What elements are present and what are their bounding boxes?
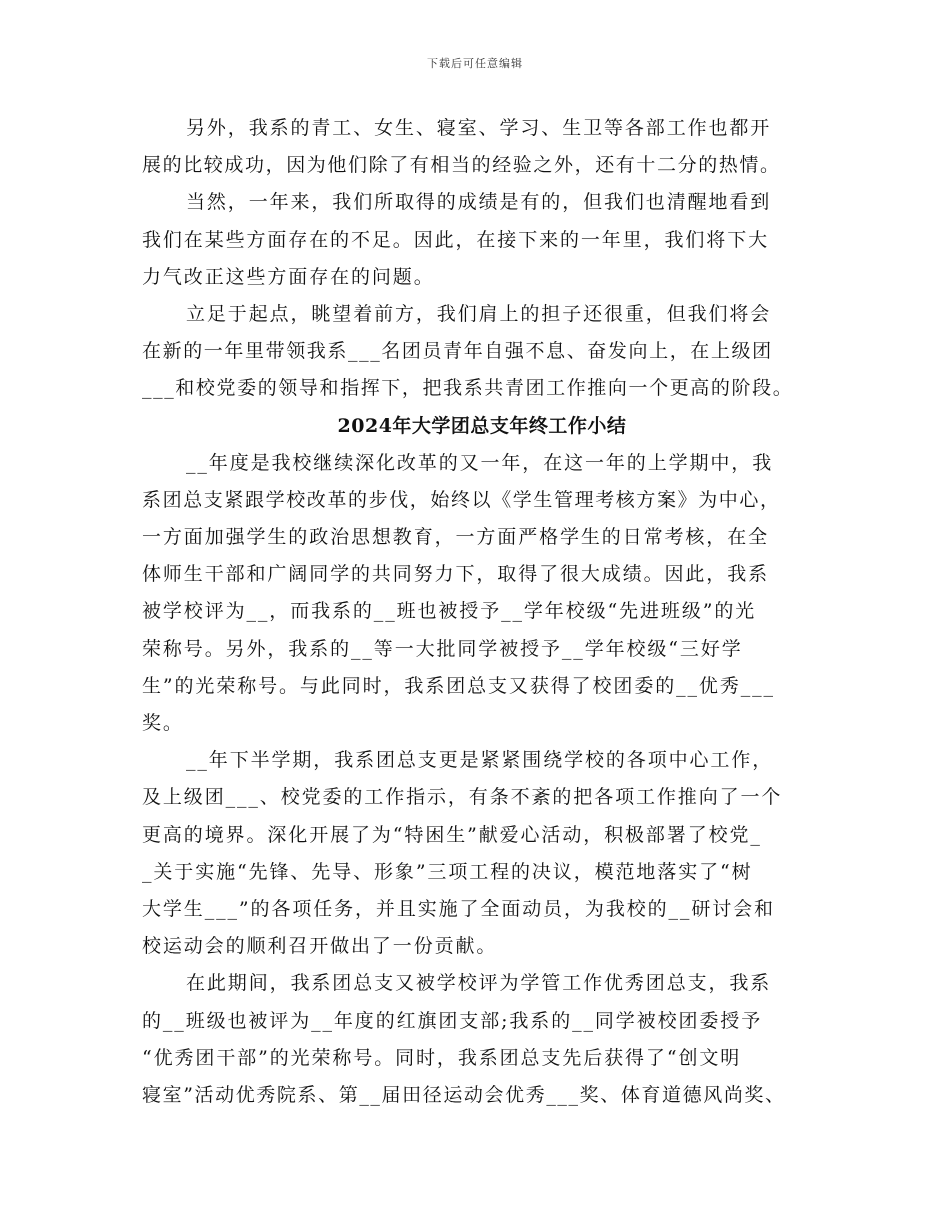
text-line: 生”的光荣称号。与此同时，我系团总支又获得了校团委的__优秀___: [142, 674, 775, 697]
paragraph-first-line: __年下半学期，我系团总支更是紧紧围绕学校的各项中心工作，: [186, 749, 774, 772]
text-line: 力气改正这些方面存在的问题。: [142, 265, 435, 288]
text-line: 更高的境界。深化开展了为“特困生”献爱心活动，积极部署了校党_: [142, 823, 762, 846]
text-line: 我们在某些方面存在的不足。因此，在接下来的一年里，我们将下大: [142, 228, 770, 251]
page-header: 下载后可任意编辑: [427, 57, 523, 70]
text-line: “优秀团干部”的光荣称号。同时，我系团总支先后获得了“创文明: [142, 1046, 742, 1069]
paragraph-first-line: 另外，我系的青工、女生、寝室、学习、生卫等各部工作也都开: [186, 117, 772, 139]
text-line: 被学校评为__，而我系的__班也被授予__学年校级“先进班级”的光: [142, 600, 757, 623]
text-line: 一方面加强学生的政治思想教育，一方面严格学生的日常考核，在全: [142, 526, 770, 549]
paragraph-first-line: 在此期间，我系团总支又被学校评为学管工作优秀团总支，我系: [186, 972, 772, 995]
text-line: 大学生___”的各项任务，并且实施了全面动员，为我校的__研讨会和: [142, 897, 775, 920]
text-line: ___和校党委的领导和指挥下，把我系共青团工作推向一个更高的阶段。: [142, 377, 794, 400]
text-line: 的__班级也被评为__年度的红旗团支部;我系的__同学被校团委授予: [142, 1009, 763, 1032]
text-line: 奖。: [142, 712, 184, 734]
text-line: 校运动会的顺利召开做出了一份贡献。: [142, 935, 498, 958]
text-line: _关于实施“先锋、先导、形象”三项工程的决议，模范地落实了“树: [142, 860, 753, 883]
paragraph-first-line: 当然，一年来，我们所取得的成绩是有的，但我们也清醒地看到: [186, 191, 772, 214]
paragraph-first-line: __年度是我校继续深化改革的又一年，在这一年的上学期中，我: [186, 451, 774, 474]
text-line: 寝室”活动优秀院系、第__届田径运动会优秀___奖、体育道德风尚奖、: [142, 1083, 786, 1106]
document-body: [142, 110, 822, 1114]
paragraph-first-line: 立足于起点，眺望着前方，我们肩上的担子还很重，但我们将会: [186, 302, 772, 325]
text-line: 展的比较成功，因为他们除了有相当的经验之外，还有十二分的热情。: [142, 154, 781, 177]
text-line: 体师生干部和广阔同学的共同努力下，取得了很大成绩。因此，我系: [142, 563, 770, 586]
section-heading: 2024年大学团总支年终工作小结: [337, 414, 627, 437]
text-line: 系团总支紧跟学校改革的步伐，始终以《学生管理考核方案》为中心，: [142, 488, 781, 511]
text-line: 及上级团___、校党委的工作指示，有条不紊的把各项工作推向了一个: [142, 786, 783, 809]
text-line: 在新的一年里带领我系___名团员青年自强不息、奋发向上，在上级团: [142, 340, 773, 363]
text-line: 荣称号。另外，我系的__等一大批同学被授予__学年校级“三好学: [142, 637, 743, 660]
